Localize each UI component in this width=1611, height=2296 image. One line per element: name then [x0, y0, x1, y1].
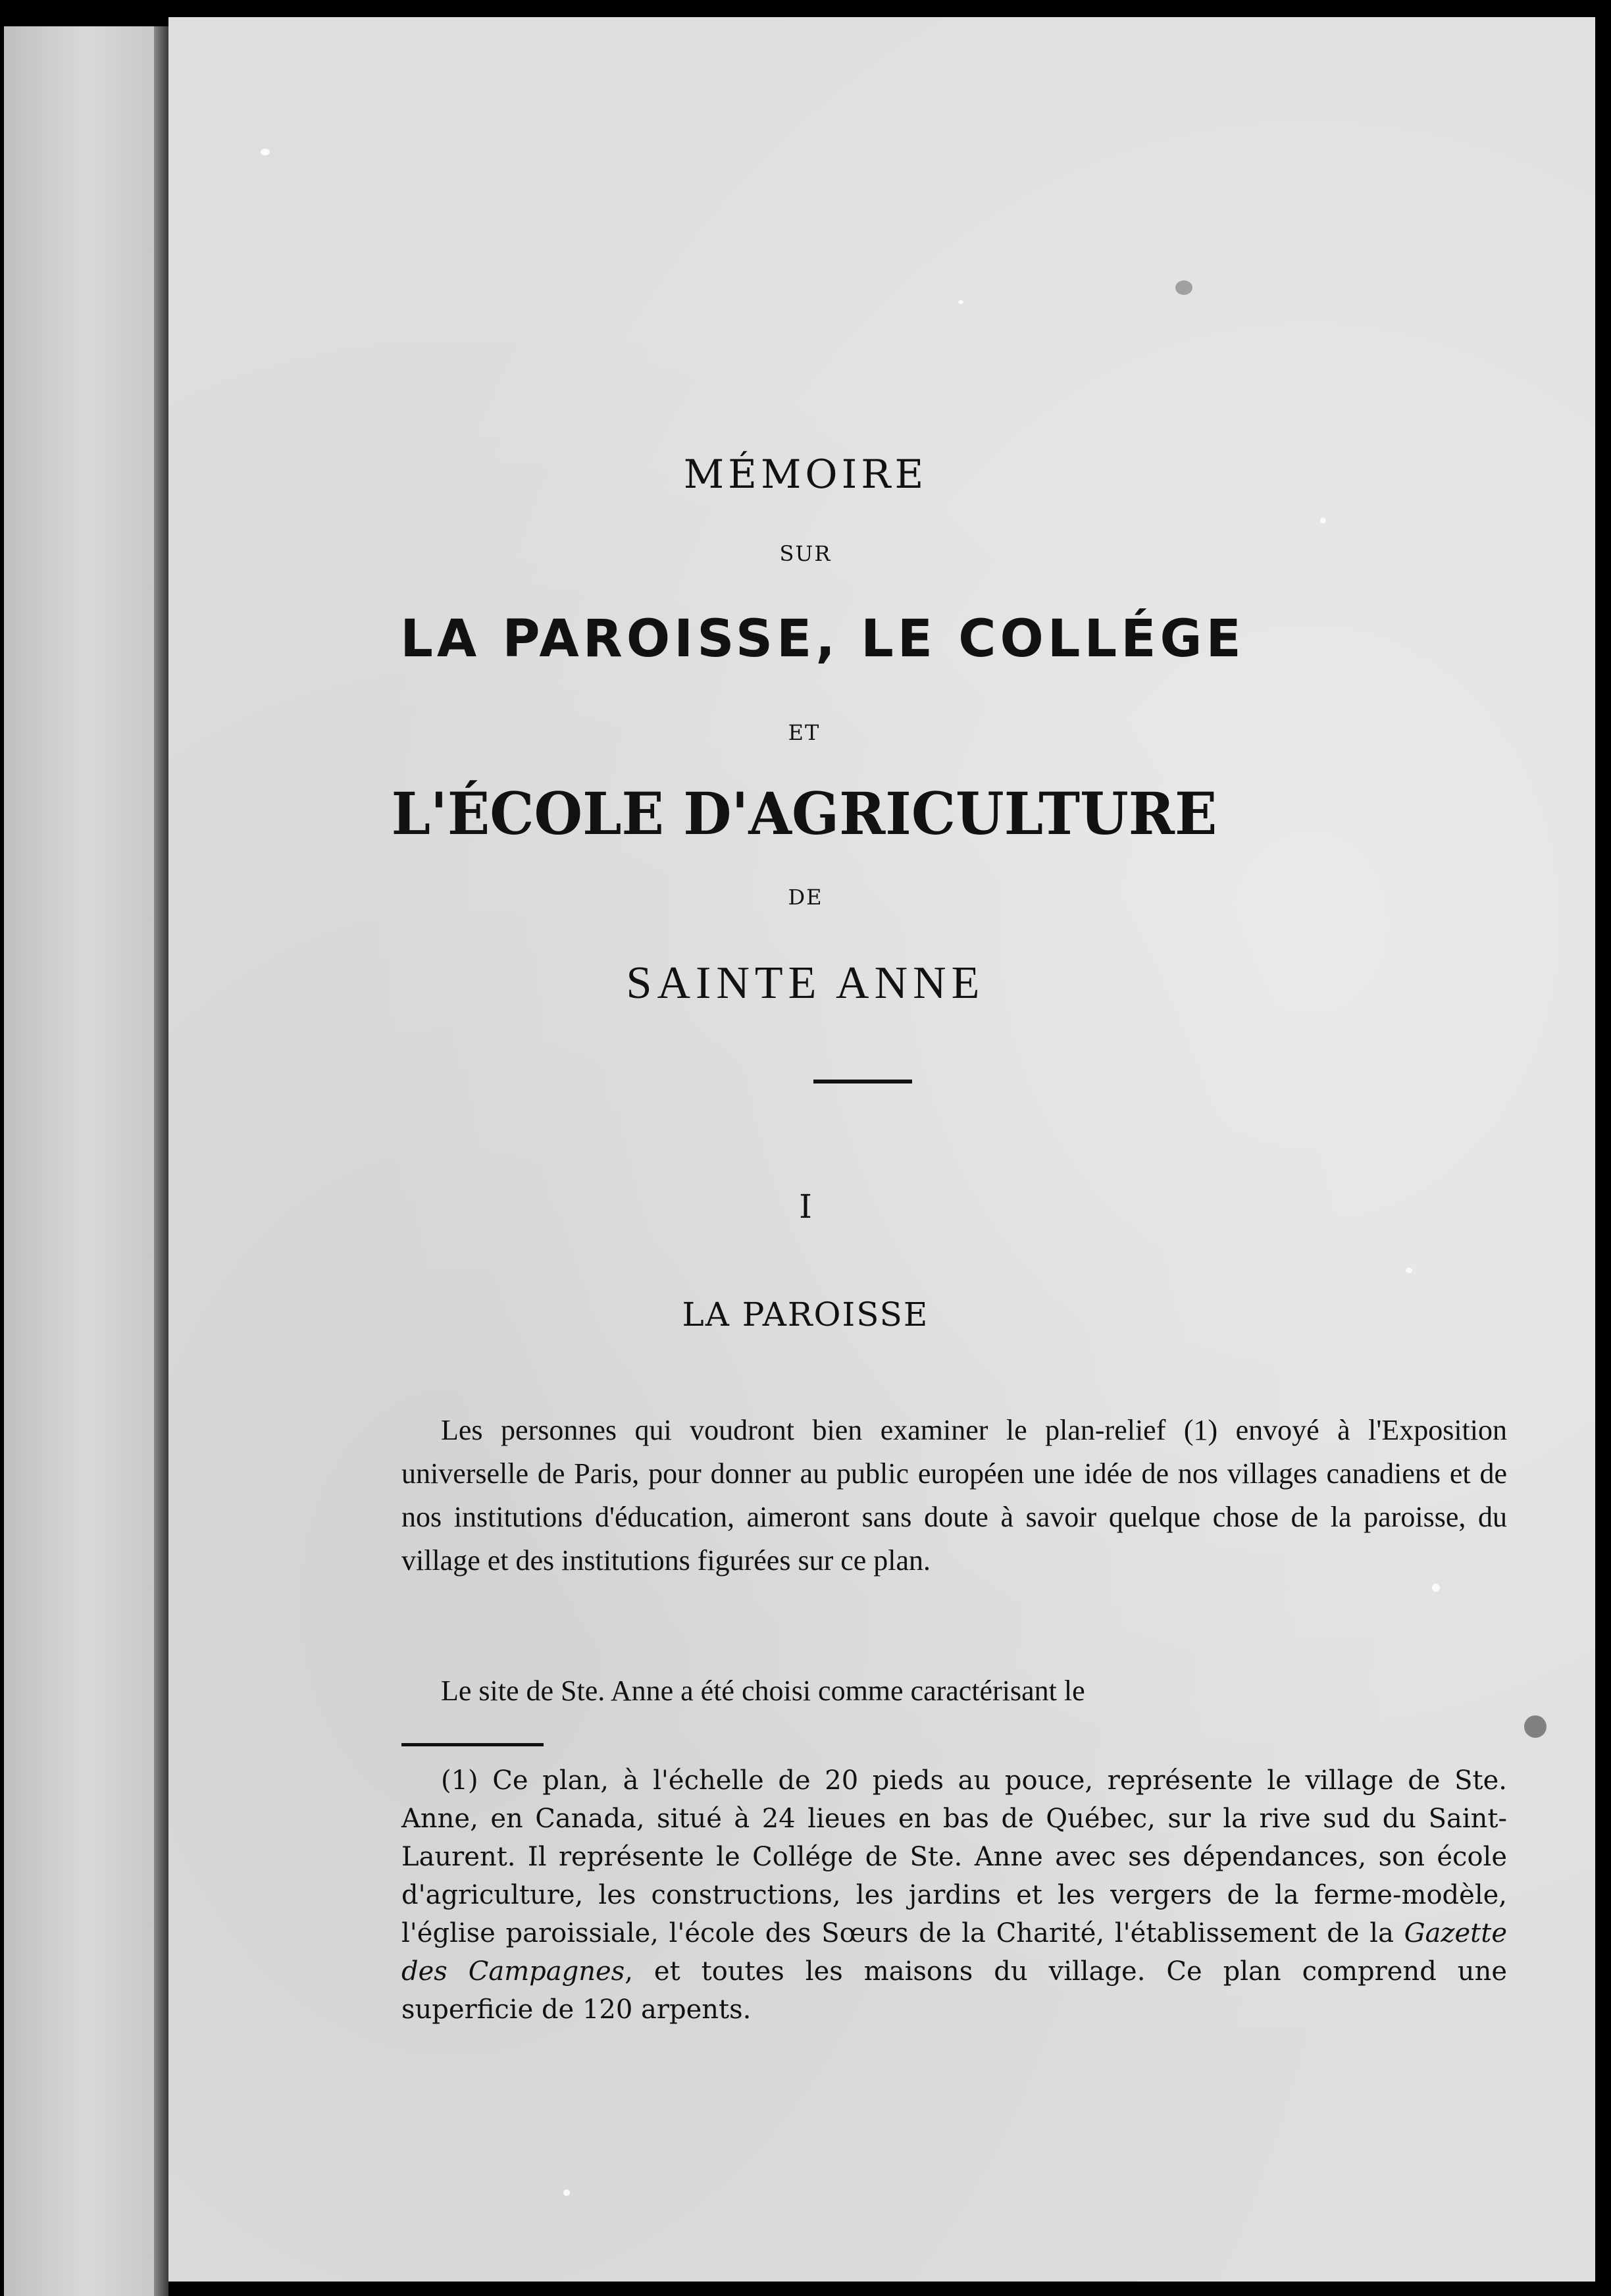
title-connector-et: ET: [788, 720, 821, 745]
section-heading: LA PAROISSE: [682, 1295, 929, 1334]
body-paragraph-1-block: [401, 1409, 1507, 1582]
footnote-text-1: (1) Ce plan, à l'échelle de 20 pieds au pouce, représente le village de Ste. Anne, en Canada, situé à 24 lieues en bas de Québec, sur la rive sud du Saint-Laurent. Il représente le Collége de Ste. Anne avec ses dépendances, son école d'agriculture, les constructions, les jardins et les vergers de la ferme-modèle, l'église paroissiale, l'école des Sœurs de la Charité, l'établissement de la: [401, 1765, 1507, 1948]
book-page: [168, 17, 1595, 2282]
scan-blot: [1175, 280, 1192, 295]
title-paroisse-college: LA PAROISSE, LE COLLÉGE: [400, 610, 1245, 669]
footnote-paragraph: [401, 1761, 1507, 2029]
scan-speck: [958, 300, 963, 304]
scan-speck: [1432, 1584, 1440, 1592]
scan-speck: [563, 2189, 570, 2196]
title-sainte-anne: SAINTE ANNE: [626, 958, 985, 1008]
title-memoire: MÉMOIRE: [683, 452, 928, 498]
scan-blot: [1524, 1715, 1547, 1738]
previous-page-edge: [4, 26, 154, 2296]
body-paragraph-2-block: [401, 1669, 1507, 1713]
body-paragraph-1: Les personnes qui voudront bien examiner le plan-relief (1) envoyé à l'Exposition universelle de Paris, pour donner au public européen une idée de nos villages canadiens et de nos institutions d'éducation, aimeront sans doute à savoir quelque chose de la paroisse, du village et des institutions figurées sur ce plan.: [401, 1414, 1507, 1577]
footnote-divider: [401, 1743, 544, 1746]
section-number: I: [799, 1187, 812, 1226]
footnote-text-2: , et toutes les maisons du village. Ce plan comprend une superficie de 120 arpents.: [401, 1956, 1508, 2025]
title-connector-sur: SUR: [779, 541, 832, 566]
title-connector-de: DE: [788, 885, 823, 910]
footnote-italic-title: Gazette des Campagnes: [401, 1918, 1507, 1987]
binding-gutter: [154, 26, 168, 2296]
title-ecole-agriculture: L'ÉCOLE D'AGRICULTURE: [391, 779, 1217, 848]
scan-speck: [1320, 517, 1326, 523]
body-paragraph-2: Le site de Ste. Anne a été choisi comme caractérisant le: [441, 1675, 1085, 1707]
footnote: [401, 1761, 1507, 2029]
scan-speck: [261, 149, 270, 155]
title-divider: [813, 1080, 912, 1083]
scan-speck: [1406, 1268, 1412, 1273]
